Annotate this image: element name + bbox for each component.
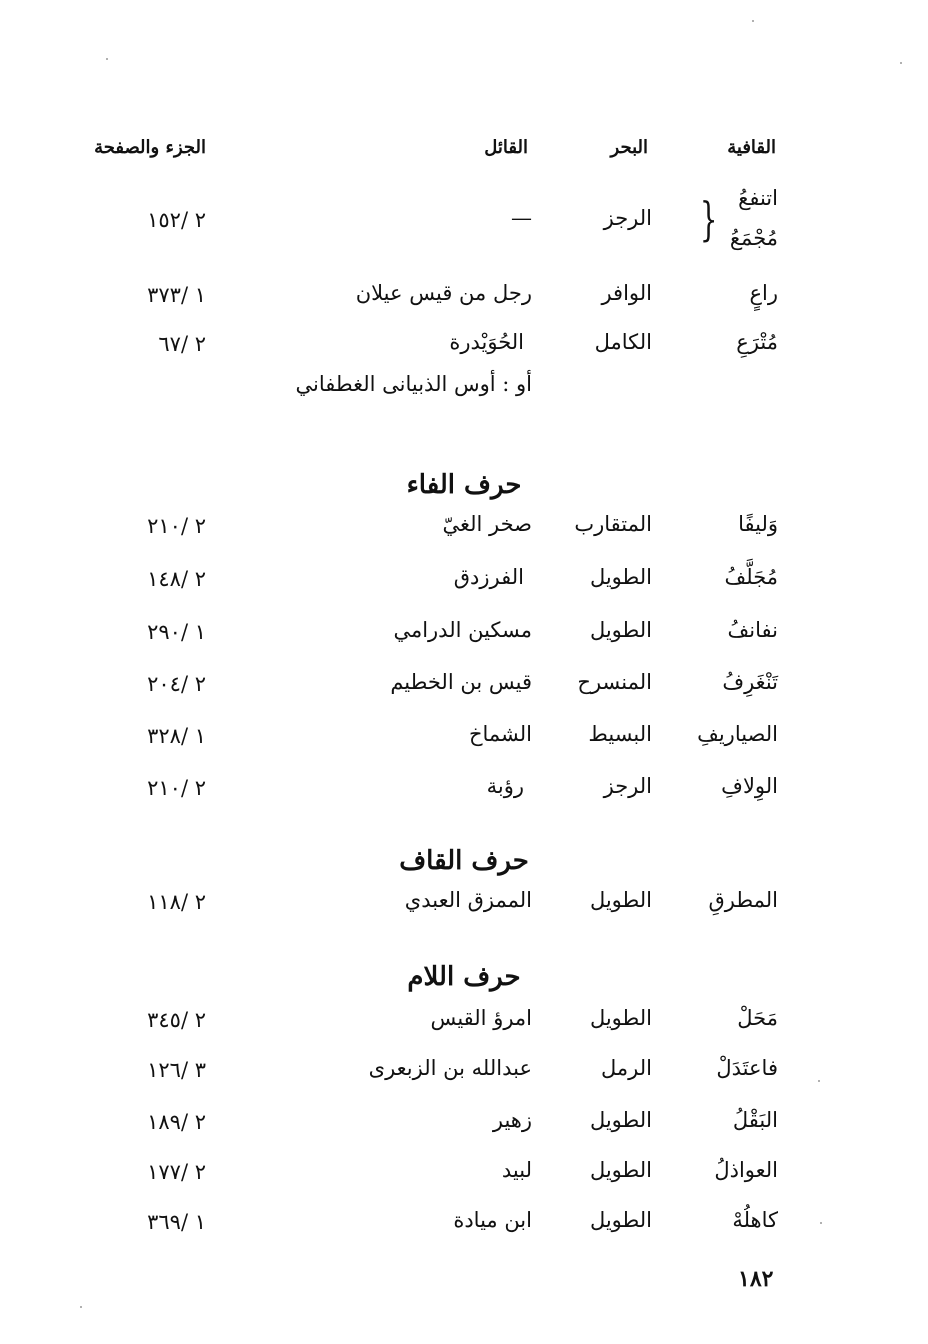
meter: الطويل xyxy=(589,565,652,589)
reference: ٢ /١٨٩ xyxy=(147,1110,206,1134)
rhyme: الصياريفِ xyxy=(697,722,778,746)
poet-alternative: أو : أوس الذبيانى الغطفاني xyxy=(295,372,532,396)
rhyme: نفانفُ xyxy=(727,618,778,642)
section-title-lam: حرف اللام xyxy=(407,962,521,992)
meter: الطويل xyxy=(589,618,652,642)
scan-speck xyxy=(818,1080,820,1082)
meter: الرمل xyxy=(601,1056,652,1080)
scan-speck xyxy=(106,58,108,60)
meter: البسيط xyxy=(588,722,652,746)
header-rhyme: القافية xyxy=(727,137,776,158)
poet: الممزق العبدي xyxy=(404,888,532,912)
reference: ١ /٣٦٩ xyxy=(147,1210,206,1234)
poet: رجل من قيس عيلان xyxy=(355,281,532,305)
reference: ٢ /٣٤٥ xyxy=(147,1008,206,1032)
header-meter: البحر xyxy=(610,137,648,158)
reference: ٢ /١٧٧ xyxy=(147,1160,206,1184)
poet: عبدالله بن الزبعرى xyxy=(368,1056,532,1080)
reference: ٢ /١٤٨ xyxy=(147,567,206,591)
rhyme: المطرقِ xyxy=(708,888,778,912)
poet: زهير xyxy=(492,1108,532,1132)
rhyme-a: اتنفعُ xyxy=(738,186,778,210)
reference: ٢ /٢١٠ xyxy=(147,514,206,538)
poet: لبيد xyxy=(501,1158,532,1182)
rhyme-b: مُجْمَعُ xyxy=(729,226,778,250)
rhyme: راعٍ xyxy=(749,281,778,305)
rhyme: فاعتَدَلْ xyxy=(716,1056,778,1080)
rhyme: كاهلُهْ xyxy=(732,1208,778,1232)
meter: الرجز xyxy=(603,206,652,230)
rhyme: مَحَلْ xyxy=(737,1006,778,1030)
poet: مسكين الدرامي xyxy=(393,618,532,642)
page-number: ١٨٢ xyxy=(738,1266,774,1292)
reference: ٢ /٢١٠ xyxy=(147,776,206,800)
rhyme: البَقْلُ xyxy=(732,1108,778,1132)
scan-speck xyxy=(752,20,754,22)
meter: الكامل xyxy=(594,330,652,354)
rhyme: الوِلافِ xyxy=(721,774,778,798)
section-title-qaf: حرف القاف xyxy=(399,846,529,876)
meter: الطويل xyxy=(589,1158,652,1182)
meter: المنسرح xyxy=(577,670,652,694)
reference: ١ /٣٢٨ xyxy=(147,724,206,748)
reference: ١ /٣٧٣ xyxy=(147,283,206,307)
header-poet: القائل xyxy=(484,137,528,158)
meter: الرجز xyxy=(603,774,652,798)
poet: الشماخ xyxy=(468,722,532,746)
scan-speck xyxy=(900,62,902,64)
rhyme: مُجَلَّفُ xyxy=(724,565,778,589)
meter: المتقارب xyxy=(574,512,652,536)
meter: الطويل xyxy=(589,1006,652,1030)
meter: الطويل xyxy=(589,888,652,912)
reference: ٢ /١٥٢ xyxy=(147,208,206,232)
grouping-brace: } xyxy=(699,192,718,246)
meter: الطويل xyxy=(589,1108,652,1132)
meter: الوافر xyxy=(601,281,652,305)
rhyme: العواذلُ xyxy=(714,1158,778,1182)
poet: الحُوَيْدرة xyxy=(449,330,524,354)
poet: رؤبة xyxy=(486,774,524,798)
poet: ابن ميادة xyxy=(453,1208,532,1232)
scan-speck xyxy=(820,1222,822,1224)
reference: ٣ /١٢٦ xyxy=(147,1058,206,1082)
poet: صخر الغيّ xyxy=(442,512,532,536)
reference: ٢ /٦٧ xyxy=(158,332,206,356)
rhyme: تَنْغَرِفُ xyxy=(722,670,778,694)
rhyme: وَليفًا xyxy=(738,512,778,536)
reference: ٢ /١١٨ xyxy=(147,890,206,914)
poet: قيس بن الخطيم xyxy=(390,670,532,694)
rhyme: مُتْرَعِ xyxy=(736,330,778,354)
reference: ١ /٢٩٠ xyxy=(147,620,206,644)
header-ref: الجزء والصفحة xyxy=(94,137,206,158)
poet: الفرزدق xyxy=(453,565,524,589)
poet: — xyxy=(511,206,532,230)
reference: ٢ /٢٠٤ xyxy=(147,672,206,696)
section-title-fa: حرف الفاء xyxy=(406,470,522,500)
meter: الطويل xyxy=(589,1208,652,1232)
poet: امرؤ القيس xyxy=(430,1006,532,1030)
scan-speck xyxy=(80,1306,82,1308)
